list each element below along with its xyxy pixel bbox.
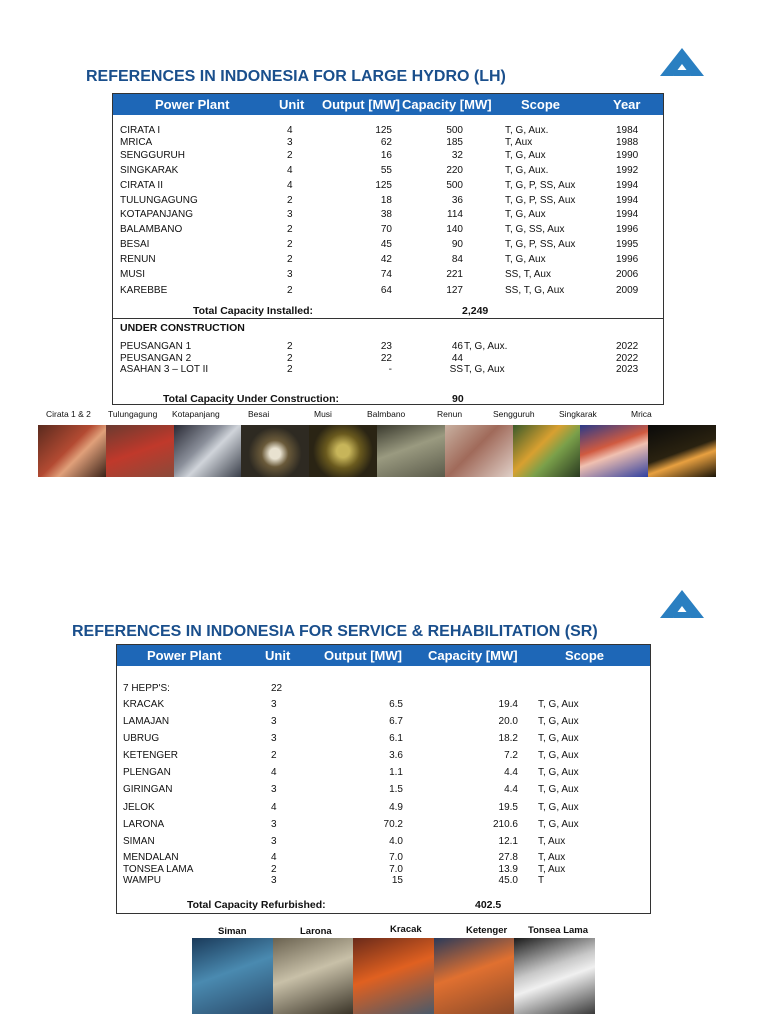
company-logo-icon xyxy=(660,48,704,76)
lh-uc-cell-unit: 2 xyxy=(287,353,293,364)
lh-cell-plant: SINGKARAK xyxy=(120,165,179,176)
lh-photo-7 xyxy=(445,425,513,477)
lh-cell-scope: T, G, Aux xyxy=(505,254,546,265)
lh-table xyxy=(112,93,664,405)
lh-cell-output: 42 xyxy=(380,254,392,265)
lh-photo-caption: Balmbano xyxy=(367,409,406,419)
lh-cell-unit: 2 xyxy=(287,224,293,235)
lh-photo-caption: Cirata 1 & 2 xyxy=(46,409,91,419)
sr-cell-capacity: 27.8 xyxy=(498,852,518,863)
sr-cell-output: 6.1 xyxy=(389,733,403,744)
sr-table-row xyxy=(117,819,650,832)
lh-cell-output: 55 xyxy=(380,165,392,176)
sr-photo-3 xyxy=(353,938,434,1014)
lh-cell-output: 70 xyxy=(380,224,392,235)
sr-cell-unit: 4 xyxy=(271,767,277,778)
sr-cell-scope: T, G, Aux xyxy=(538,767,579,778)
sr-cell-plant: KETENGER xyxy=(123,750,179,761)
sr-photo-strip xyxy=(192,938,595,1014)
sr-cell-capacity: 13.9 xyxy=(498,864,518,875)
lh-uc-cell-plant: ASAHAN 3 – LOT II xyxy=(120,364,209,375)
sr-total-value: 402.5 xyxy=(475,899,502,911)
lh-photo-captions xyxy=(0,409,768,421)
lh-uc-cell-output: - xyxy=(388,364,392,375)
lh-photo-caption: Mrica xyxy=(631,409,652,419)
lh-uc-cell-year: 2022 xyxy=(616,353,639,364)
sr-cell-scope: T, G, Aux xyxy=(538,733,579,744)
lh-photo-2 xyxy=(106,425,174,477)
lh-col-output: Output [MW] xyxy=(322,97,400,112)
lh-uc-cell-scope: T, G, Aux xyxy=(464,364,505,375)
sr-cell-plant: GIRINGAN xyxy=(123,784,173,795)
lh-total-value: 2,249 xyxy=(462,305,489,317)
sr-cell-plant: LARONA xyxy=(123,819,165,830)
lh-cell-unit: 4 xyxy=(287,125,293,136)
lh-cell-capacity: 500 xyxy=(446,180,463,191)
lh-uc-cell-capacity: 44 xyxy=(451,353,463,364)
lh-cell-capacity: 220 xyxy=(446,165,463,176)
lh-photo-3 xyxy=(174,425,242,477)
lh-cell-capacity: 90 xyxy=(451,239,463,250)
sr-cell-output: 70.2 xyxy=(383,819,403,830)
lh-under-construction-heading: UNDER CONSTRUCTION xyxy=(120,322,245,334)
sr-cell-scope: T, Aux xyxy=(538,836,566,847)
lh-cell-plant: RENUN xyxy=(120,254,156,265)
company-logo-icon xyxy=(660,590,704,618)
sr-table-row xyxy=(117,767,650,780)
lh-cell-output: 45 xyxy=(380,239,392,250)
lh-photo-4 xyxy=(241,425,309,477)
lh-photo-strip xyxy=(38,425,716,477)
lh-cell-capacity: 140 xyxy=(446,224,463,235)
lh-cell-plant: CIRATA I xyxy=(120,125,161,136)
lh-cell-unit: 3 xyxy=(287,269,293,280)
lh-cell-output: 62 xyxy=(380,137,392,148)
lh-cell-plant: MRICA xyxy=(120,137,153,148)
sr-cell-scope: T, G, Aux xyxy=(538,750,579,761)
sr-photo-1 xyxy=(192,938,273,1014)
lh-cell-year: 1990 xyxy=(616,150,639,161)
sr-total-label: Total Capacity Refurbished: xyxy=(187,899,326,911)
lh-cell-plant: SENGGURUH xyxy=(120,150,186,161)
sr-cell-capacity: 4.4 xyxy=(504,784,518,795)
lh-cell-capacity: 36 xyxy=(451,195,463,206)
sr-cell-unit: 3 xyxy=(271,875,277,886)
lh-cell-year: 1996 xyxy=(616,224,639,235)
lh-cell-capacity: 127 xyxy=(446,285,463,296)
lh-uc-cell-output: 22 xyxy=(380,353,392,364)
sr-cell-plant: PLENGAN xyxy=(123,767,171,778)
lh-photo-caption: Sengguruh xyxy=(493,409,535,419)
sr-photo-captions xyxy=(0,924,768,938)
lh-cell-year: 1995 xyxy=(616,239,639,250)
lh-table-row xyxy=(113,239,663,252)
sr-cell-unit: 2 xyxy=(271,864,277,875)
sr-photo-4 xyxy=(434,938,515,1014)
sr-cell-scope: T, G, Aux xyxy=(538,716,579,727)
lh-uc-cell-year: 2022 xyxy=(616,341,639,352)
lh-uc-cell-capacity: SS xyxy=(449,364,463,375)
lh-photo-5 xyxy=(309,425,377,477)
sr-cell-plant: UBRUG xyxy=(123,733,160,744)
sr-photo-5 xyxy=(514,938,595,1014)
sr-cell-unit: 3 xyxy=(271,784,277,795)
sr-photo-caption: Tonsea Lama xyxy=(528,925,589,936)
lh-cell-year: 1994 xyxy=(616,209,639,220)
lh-cell-year: 1992 xyxy=(616,165,639,176)
sr-cell-output: 4.9 xyxy=(389,802,403,813)
sr-table-row xyxy=(117,750,650,763)
lh-cell-plant: BALAMBANO xyxy=(120,224,183,235)
sr-cell-output: 1.1 xyxy=(389,767,403,778)
lh-cell-unit: 2 xyxy=(287,285,293,296)
lh-cell-plant: KOTAPANJANG xyxy=(120,209,193,220)
lh-table-row xyxy=(113,254,663,267)
sr-cell-output: 1.5 xyxy=(389,784,403,795)
lh-col-unit: Unit xyxy=(279,97,305,112)
lh-uc-total-value: 90 xyxy=(452,393,464,405)
sr-cell-plant: SIMAN xyxy=(123,836,155,847)
sr-photo-caption: Siman xyxy=(218,926,247,937)
sr-cell-plant: TONSEA LAMA xyxy=(123,864,194,875)
sr-cell-plant: KRACAK xyxy=(123,699,165,710)
lh-cell-scope: T, G, P, SS, Aux xyxy=(505,195,576,206)
lh-cell-plant: BESAI xyxy=(120,239,150,250)
lh-table-row xyxy=(113,209,663,222)
sr-cell-scope: T, Aux xyxy=(538,852,566,863)
sr-cell-unit: 2 xyxy=(271,750,277,761)
lh-cell-scope: T, G, P, SS, Aux xyxy=(505,239,576,250)
lh-cell-scope: T, G, Aux. xyxy=(505,165,549,176)
sr-cell-capacity: 12.1 xyxy=(498,836,518,847)
lh-table-header xyxy=(113,94,663,115)
sr-cell-plant: 7 HEPP'S: xyxy=(123,683,170,694)
lh-title: REFERENCES IN INDONESIA FOR LARGE HYDRO (LH) xyxy=(86,68,506,85)
sr-cell-capacity: 19.5 xyxy=(498,802,518,813)
lh-table-row xyxy=(113,269,663,282)
lh-cell-year: 2009 xyxy=(616,285,639,296)
lh-cell-scope: SS, T, Aux xyxy=(505,269,551,280)
sr-cell-capacity: 19.4 xyxy=(498,699,518,710)
lh-cell-year: 1994 xyxy=(616,180,639,191)
lh-uc-cell-year: 2023 xyxy=(616,364,639,375)
sr-col-unit: Unit xyxy=(265,648,291,663)
sr-cell-unit: 3 xyxy=(271,819,277,830)
sr-table xyxy=(116,644,651,914)
lh-cell-output: 125 xyxy=(375,180,392,191)
lh-col-year: Year xyxy=(613,97,641,112)
lh-cell-output: 18 xyxy=(380,195,392,206)
sr-cell-output: 4.0 xyxy=(389,836,403,847)
lh-photo-9 xyxy=(580,425,648,477)
sr-col-power-plant: Power Plant xyxy=(147,648,222,663)
sr-photo-2 xyxy=(273,938,354,1014)
lh-cell-capacity: 500 xyxy=(446,125,463,136)
sr-table-row xyxy=(117,875,650,888)
sr-cell-capacity: 45.0 xyxy=(498,875,518,886)
lh-cell-plant: KAREBBE xyxy=(120,285,168,296)
lh-cell-unit: 2 xyxy=(287,195,293,206)
lh-photo-caption: Musi xyxy=(314,409,332,419)
lh-cell-scope: T, G, P, SS, Aux xyxy=(505,180,576,191)
sr-cell-scope: T, G, Aux xyxy=(538,784,579,795)
lh-col-power-plant: Power Plant xyxy=(155,97,230,112)
lh-cell-year: 1996 xyxy=(616,254,639,265)
lh-cell-unit: 3 xyxy=(287,209,293,220)
sr-cell-plant: WAMPU xyxy=(123,875,161,886)
lh-table-row xyxy=(113,137,663,150)
lh-cell-unit: 3 xyxy=(287,137,293,148)
lh-cell-plant: TULUNGAGUNG xyxy=(120,195,198,206)
sr-cell-output: 7.0 xyxy=(389,852,403,863)
sr-table-row xyxy=(117,683,650,696)
lh-uc-cell-unit: 2 xyxy=(287,341,293,352)
lh-cell-scope: T, Aux xyxy=(505,137,533,148)
lh-cell-year: 2006 xyxy=(616,269,639,280)
lh-photo-6 xyxy=(377,425,445,477)
lh-cell-scope: T, G, Aux xyxy=(505,150,546,161)
lh-uc-total-label: Total Capacity Under Construction: xyxy=(163,393,339,405)
lh-table-row xyxy=(113,224,663,237)
lh-cell-unit: 2 xyxy=(287,254,293,265)
lh-cell-plant: MUSI xyxy=(120,269,145,280)
sr-cell-output: 3.6 xyxy=(389,750,403,761)
sr-table-row xyxy=(117,699,650,712)
sr-cell-output: 15 xyxy=(391,875,403,886)
sr-cell-unit: 4 xyxy=(271,852,277,863)
sr-photo-caption: Larona xyxy=(300,926,332,937)
sr-cell-scope: T, Aux xyxy=(538,864,566,875)
sr-cell-scope: T xyxy=(538,875,545,886)
lh-cell-unit: 4 xyxy=(287,180,293,191)
sr-cell-plant: JELOK xyxy=(123,802,155,813)
sr-cell-unit: 3 xyxy=(271,836,277,847)
lh-cell-capacity: 185 xyxy=(446,137,463,148)
lh-total-label: Total Capacity Installed: xyxy=(193,305,313,317)
lh-cell-output: 38 xyxy=(380,209,392,220)
lh-cell-unit: 4 xyxy=(287,165,293,176)
lh-photo-caption: Besai xyxy=(248,409,270,419)
lh-uc-cell-scope: T, G, Aux. xyxy=(464,341,508,352)
lh-cell-unit: 2 xyxy=(287,150,293,161)
sr-col-capacity: Capacity [MW] xyxy=(428,648,518,663)
lh-uc-cell-capacity: 46 xyxy=(451,341,463,352)
lh-cell-unit: 2 xyxy=(287,239,293,250)
sr-cell-capacity: 210.6 xyxy=(492,819,518,830)
lh-cell-plant: CIRATA II xyxy=(120,180,163,191)
sr-cell-output: 6.5 xyxy=(389,699,403,710)
lh-cell-output: 16 xyxy=(380,150,392,161)
lh-cell-scope: T, G, Aux. xyxy=(505,125,549,136)
sr-cell-capacity: 7.2 xyxy=(504,750,518,761)
lh-table-row xyxy=(113,150,663,163)
lh-uc-cell-output: 23 xyxy=(380,341,392,352)
lh-cell-output: 74 xyxy=(380,269,392,280)
sr-cell-output: 6.7 xyxy=(389,716,403,727)
lh-cell-scope: T, G, SS, Aux xyxy=(505,224,565,235)
lh-cell-capacity: 84 xyxy=(451,254,463,265)
sr-cell-scope: T, G, Aux xyxy=(538,819,579,830)
lh-photo-1 xyxy=(38,425,106,477)
lh-table-row xyxy=(113,195,663,208)
sr-table-row xyxy=(117,784,650,797)
sr-cell-unit: 3 xyxy=(271,716,277,727)
sr-table-row xyxy=(117,802,650,815)
lh-cell-capacity: 114 xyxy=(447,209,463,220)
sr-cell-plant: MENDALAN xyxy=(123,852,179,863)
lh-uc-cell-plant: PEUSANGAN 2 xyxy=(120,353,192,364)
lh-table-row xyxy=(113,165,663,178)
lh-table-row xyxy=(113,180,663,193)
lh-cell-scope: T, G, Aux xyxy=(505,209,546,220)
sr-photo-caption: Ketenger xyxy=(466,925,508,936)
lh-uc-table-row xyxy=(113,364,663,377)
lh-uc-cell-plant: PEUSANGAN 1 xyxy=(120,341,192,352)
lh-table-row xyxy=(113,285,663,298)
lh-photo-caption: Singkarak xyxy=(559,409,597,419)
lh-total-under-construction xyxy=(113,393,663,407)
sr-cell-scope: T, G, Aux xyxy=(538,802,579,813)
sr-table-header xyxy=(117,645,650,666)
lh-cell-output: 64 xyxy=(380,285,392,296)
sr-cell-unit: 22 xyxy=(271,683,283,694)
sr-cell-unit: 3 xyxy=(271,699,277,710)
sr-title: REFERENCES IN INDONESIA FOR SERVICE & REHABILITATION (SR) xyxy=(72,623,598,640)
sr-cell-output: 7.0 xyxy=(389,864,403,875)
lh-photo-8 xyxy=(513,425,581,477)
sr-table-row xyxy=(117,716,650,729)
lh-uc-cell-unit: 2 xyxy=(287,364,293,375)
lh-photo-caption: Tulungagung xyxy=(108,409,158,419)
lh-cell-capacity: 221 xyxy=(446,269,463,280)
sr-cell-capacity: 18.2 xyxy=(498,733,518,744)
lh-cell-year: 1988 xyxy=(616,137,639,148)
lh-cell-scope: SS, T, G, Aux xyxy=(505,285,565,296)
lh-photo-caption: Kotapanjang xyxy=(172,409,220,419)
lh-photo-caption: Renun xyxy=(437,409,463,419)
lh-cell-year: 1984 xyxy=(616,125,639,136)
lh-photo-10 xyxy=(648,425,716,477)
lh-col-capacity: Capacity [MW] xyxy=(402,97,492,112)
lh-cell-year: 1994 xyxy=(616,195,639,206)
lh-cell-capacity: 32 xyxy=(451,150,463,161)
sr-col-output: Output [MW] xyxy=(324,648,402,663)
sr-cell-unit: 4 xyxy=(271,802,277,813)
sr-table-row xyxy=(117,733,650,746)
lh-total-installed xyxy=(113,305,663,319)
lh-cell-output: 125 xyxy=(375,125,392,136)
sr-cell-unit: 3 xyxy=(271,733,277,744)
sr-cell-capacity: 20.0 xyxy=(498,716,518,727)
lh-separator xyxy=(113,318,663,319)
sr-col-scope: Scope xyxy=(565,648,605,663)
sr-cell-capacity: 4.4 xyxy=(504,767,518,778)
lh-col-scope: Scope xyxy=(521,97,561,112)
sr-table-row xyxy=(117,836,650,849)
sr-photo-caption: Kracak xyxy=(390,924,422,935)
sr-cell-plant: LAMAJAN xyxy=(123,716,170,727)
sr-cell-scope: T, G, Aux xyxy=(538,699,579,710)
sr-total-refurbished xyxy=(117,899,650,913)
